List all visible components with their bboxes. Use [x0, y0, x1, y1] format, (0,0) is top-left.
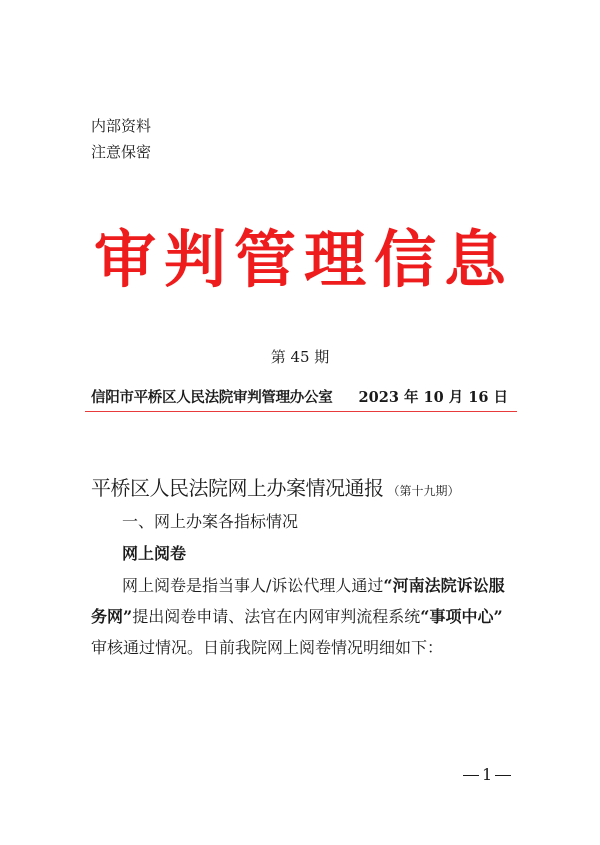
footer-dash-left	[463, 775, 479, 776]
issue-date: 2023 年 10 月 16 日	[358, 389, 508, 406]
document-title-main: 平桥区人民法院网上办案情况通报	[91, 476, 384, 500]
paragraph-text: 网上阅卷是指当事人/诉讼代理人通过	[122, 576, 384, 595]
page-footer	[460, 764, 514, 786]
red-separator-rule	[85, 411, 517, 412]
subsection-heading: 网上阅卷	[122, 544, 187, 563]
section-heading: 一、网上办案各指标情况	[122, 512, 299, 531]
paragraph-line-1	[122, 574, 505, 598]
paragraph-line-2	[91, 605, 503, 629]
paragraph-text: 提出阅卷申请、法官在内网审判流程系统	[132, 607, 421, 626]
document-title-suffix: （第十九期）	[387, 484, 460, 498]
issuing-organization: 信阳市平桥区人民法院审判管理办公室	[91, 389, 333, 406]
page-number: 1	[482, 765, 493, 784]
document-title	[91, 475, 460, 504]
paragraph-bold-text: “事项中心”	[420, 607, 503, 626]
paragraph-bold-text: “河南法院诉讼服	[383, 576, 505, 595]
paragraph-bold-text: 务网”	[91, 607, 133, 626]
classification-line-internal: 内部资料	[91, 117, 152, 135]
footer-dash-right	[495, 775, 511, 776]
paragraph-line-3: 审核通过情况。日前我院网上阅卷情况明细如下：	[91, 638, 444, 657]
masthead-title: 审判管理信息	[93, 223, 514, 296]
issue-number: 第 45 期	[270, 348, 330, 366]
classification-line-confidential: 注意保密	[91, 143, 152, 161]
